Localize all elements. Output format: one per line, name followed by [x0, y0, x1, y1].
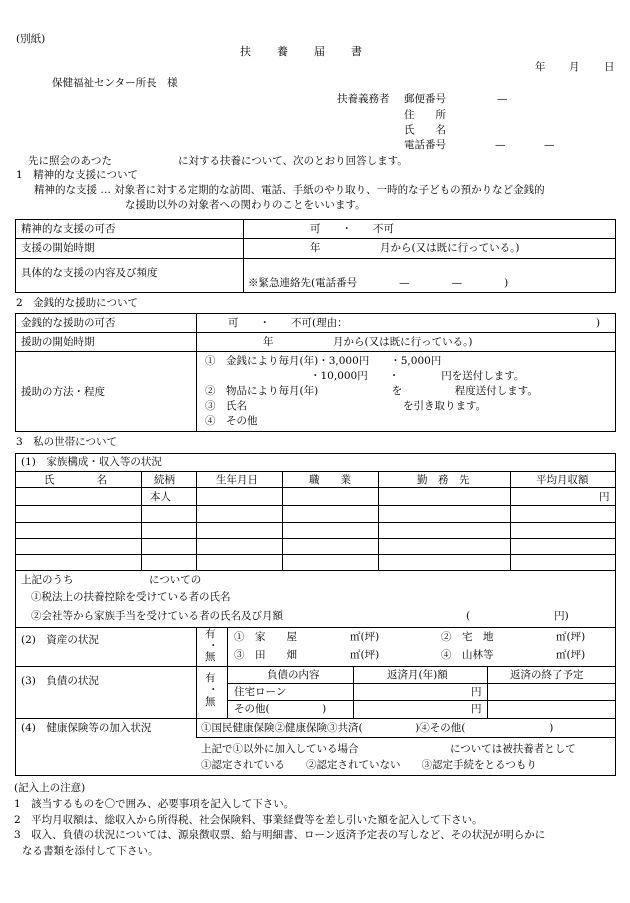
col-name: 氏 名 — [44, 474, 107, 486]
aid-method-2[interactable]: ② 物品により毎月(年) を 程度送付します。 — [205, 385, 538, 397]
intro-left: 先に照会のあつた — [28, 155, 112, 167]
support-start-rest: 月から(又は既に行っている。) — [380, 242, 520, 254]
col-occupation: 職 業 — [309, 474, 351, 486]
self-relation: 本人 — [150, 491, 171, 503]
phone-label: 電話番号 — [404, 139, 446, 151]
date-day-label: 日 — [604, 61, 615, 73]
aid-start-year: 年 — [263, 336, 274, 348]
family-status-heading: (1) 家族構成・収入等の状況 — [21, 456, 162, 468]
asset-forest: ④ 山林等 — [441, 649, 494, 661]
col-birthdate: 生年月日 — [216, 474, 258, 486]
support-detail-label: 具体的な支援の内容及び頻度 — [21, 267, 158, 279]
insurance-options[interactable]: ①国民健康保険②健康保険③共済( )④その他( ) — [201, 722, 554, 734]
support-start-label: 支援の開始時期 — [21, 242, 95, 254]
assets-yes[interactable]: 有 — [205, 628, 216, 640]
support-start-year: 年 — [310, 242, 321, 254]
addressee: 保健福祉センター所長 様 — [52, 77, 178, 89]
section-1-definition-line-1: 精神的な支援 … 対象者に対する定期的な訪問、電話、手紙のやり取り、一時的な子どもの預かりなど金銭的 — [34, 184, 545, 196]
aid-method-1b: ・10,000円 ・ 円を送付します。 — [310, 370, 525, 382]
aid-start-rest: 月から(又は既に行っている。) — [333, 336, 473, 348]
asset-farmland-unit: ㎡(坪) — [350, 649, 380, 661]
note-2: 2 平均月収額は、総収入から所得税、社会保険料、事業経費等を差し引いた額を記入して下さい。 — [14, 814, 483, 826]
notes-heading: (記入上の注意) — [14, 782, 86, 794]
postal-code-separator: — — [497, 93, 508, 105]
asset-land: ② 宅 地 — [441, 631, 494, 643]
aid-method-1[interactable]: ① 金銭により毎月(年)・3,000円 ・5,000円 — [205, 355, 442, 367]
debt-other: その他( ) — [234, 703, 327, 715]
section-1-heading: 1 精神的な支援について — [16, 169, 138, 181]
asset-house: ① 家 屋 — [234, 631, 297, 643]
asset-forest-unit: ㎡(坪) — [556, 649, 586, 661]
debts-dot: ・ — [208, 684, 219, 696]
postal-code-label: 郵便番号 — [404, 93, 446, 105]
family-allowance-note: ②会社等から家族手当を受けている者の氏名及び月額 — [31, 610, 283, 622]
mental-support-label: 精神的な支援の可否 — [21, 223, 116, 235]
debts-yes[interactable]: 有 — [205, 672, 216, 684]
emergency-contact-note: ※緊急連絡先(電話番号 — — ) — [248, 277, 509, 289]
insurance-note-1b: については被扶養者として — [450, 743, 576, 755]
asset-farmland: ③ 田 畑 — [234, 649, 297, 661]
assets-label: (2) 資産の状況 — [21, 634, 99, 646]
intro-right: に対する扶養について、次のとおり回答します。 — [178, 155, 408, 167]
col-relation: 続柄 — [154, 474, 175, 486]
obligor-label: 扶養義務者 — [337, 93, 390, 105]
note-among-above: 上記のうち — [21, 574, 74, 586]
aid-start-label: 援助の開始時期 — [21, 336, 95, 348]
aid-method-3-name[interactable]: ③ 氏名 — [205, 400, 247, 412]
obligor-name-label: 氏 名 — [404, 124, 446, 136]
section-3-heading: 3 私の世帯について — [16, 436, 117, 448]
financial-aid-value[interactable]: 可 ・ 不可(理由： — [228, 317, 348, 329]
financial-aid-label: 金銭的な援助の可否 — [21, 317, 116, 329]
phone-separator-2: — — [544, 139, 555, 151]
insurance-note-2[interactable]: ①認定されている ②認定されていない ③認定手続をとるつもり — [201, 759, 537, 771]
assets-no[interactable]: 無 — [205, 651, 216, 663]
col-income: 平均月収額 — [536, 474, 589, 486]
debts-no[interactable]: 無 — [205, 696, 216, 708]
asset-house-unit: ㎡(坪) — [350, 631, 380, 643]
insurance-label: (4) 健康保険等の加入状況 — [21, 722, 152, 734]
debt-col-end: 返済の終了予定 — [510, 669, 584, 681]
mental-support-value[interactable]: 可 ・ 不可 — [310, 223, 394, 235]
aid-method-label: 援助の方法・程度 — [21, 386, 105, 398]
col-workplace: 勤 務 先 — [417, 474, 470, 486]
aid-method-4[interactable]: ④ その他 — [205, 415, 258, 427]
form-title: 扶養届書 — [240, 45, 388, 58]
aid-method-3-tail: を引き取ります。 — [403, 400, 487, 412]
financial-aid-close: ) — [596, 317, 601, 329]
debt-col-content: 負債の内容 — [267, 669, 320, 681]
insurance-note-1a: 上記で①以外に加入している場合 — [201, 743, 359, 755]
phone-separator-1: — — [495, 139, 506, 151]
address-label: 住 所 — [404, 109, 446, 121]
note-about: についての — [149, 574, 202, 586]
note-1: 1 該当するものを〇で囲み、必要事項を記入して下さい。 — [14, 798, 295, 810]
income-yen-unit: 円 — [599, 491, 610, 503]
asset-land-unit: ㎡(坪) — [556, 631, 586, 643]
annex-label: (別紙) — [16, 33, 46, 45]
debt-housing-loan: 住宅ローン — [234, 686, 287, 698]
debt-col-repayment: 返済月(年)額 — [387, 669, 448, 681]
date-month-label: 月 — [569, 61, 580, 73]
debt-other-yen: 円 — [471, 703, 482, 715]
section-1-definition-line-2: な援助以外の対象者への関わりのことをいいます。 — [125, 199, 366, 211]
debt-housing-loan-yen: 円 — [471, 686, 482, 698]
note-3b: なる書類を添付して下さい。 — [22, 845, 159, 857]
section-2-heading: 2 金銭的な援助について — [16, 297, 138, 309]
family-allowance-amount: ( 円) — [466, 610, 569, 622]
tax-deduction-note: ①税法上の扶養控除を受けている者の氏名 — [31, 591, 231, 603]
note-3a: 3 収入、負債の状況については、源泉徴収票、給与明細書、ローン返済予定表の写しなど、その状況が明らかに — [14, 829, 546, 841]
assets-dot: ・ — [208, 640, 219, 652]
debts-label: (3) 負債の状況 — [21, 675, 99, 687]
date-year-label: 年 — [535, 61, 546, 73]
